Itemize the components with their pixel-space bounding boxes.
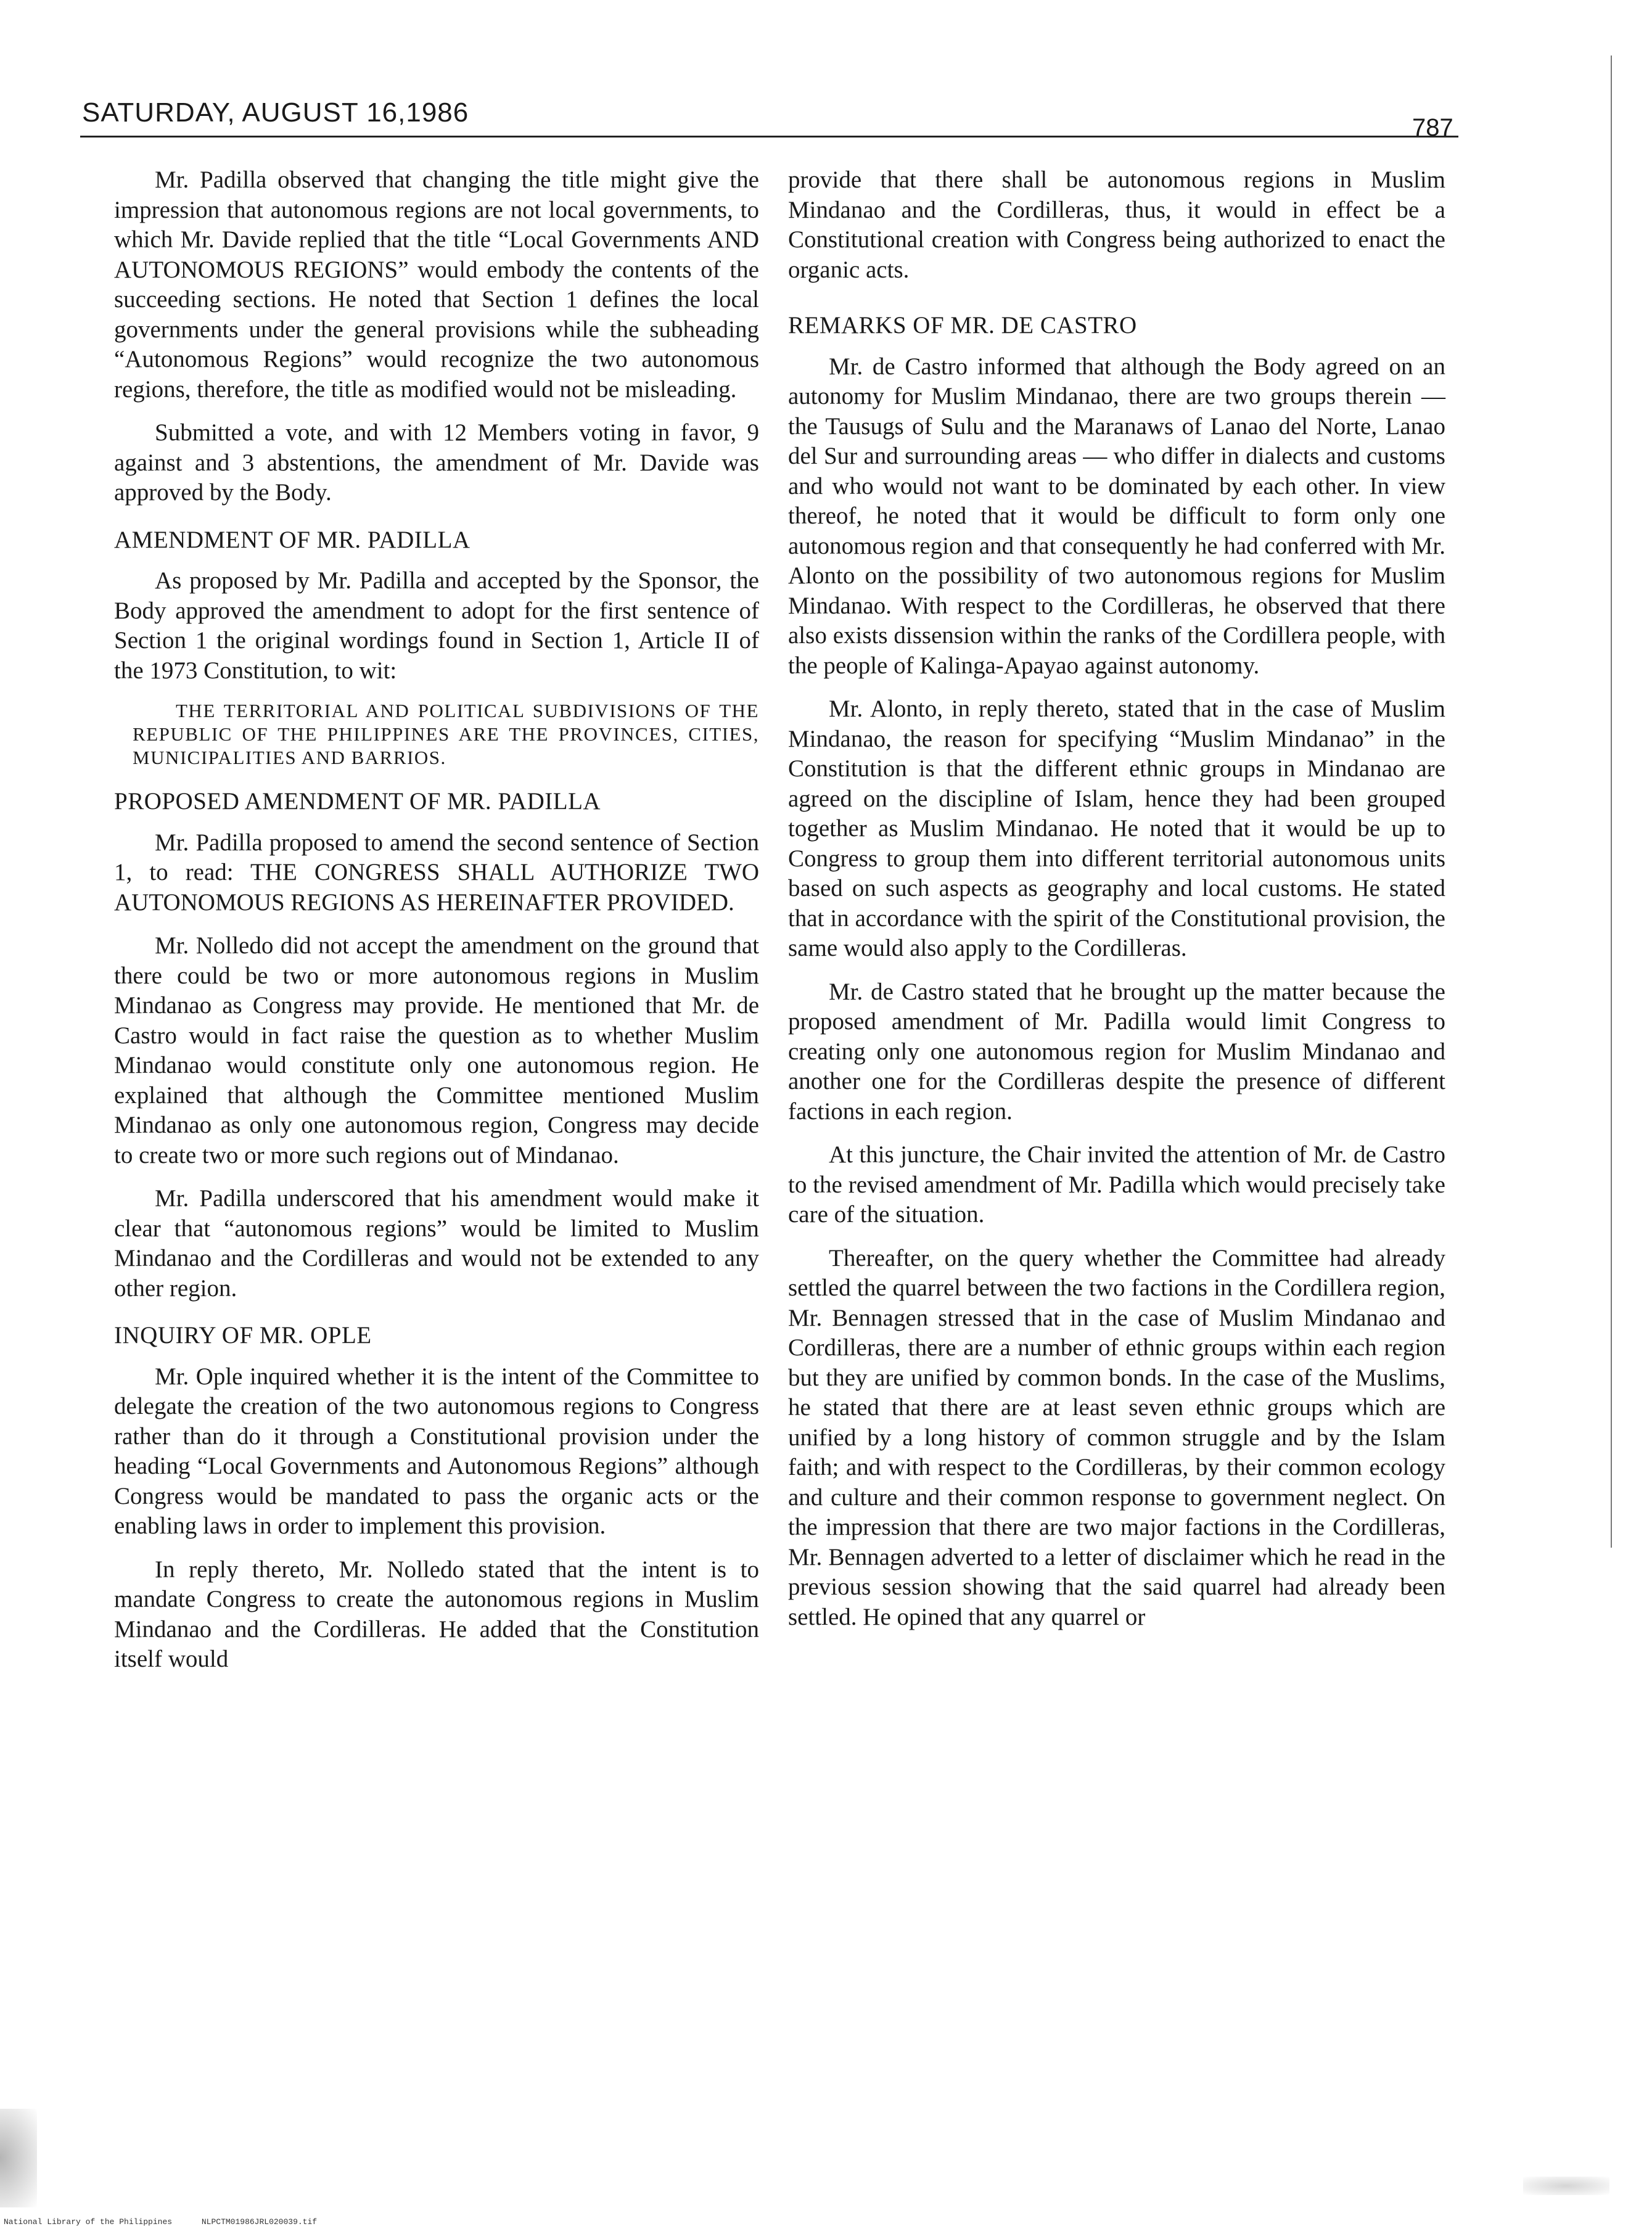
paragraph: Mr. Padilla underscored that his amendment would make it clear that “autonomous regions” would be limited to Muslim Mindanao and the Cordilleras and would not be extended to any other region. bbox=[114, 1185, 759, 1302]
section-heading: INQUIRY OF MR. OPLE bbox=[114, 1322, 372, 1348]
paragraph: Mr. de Castro stated that he brought up the matter because the proposed amendment of Mr. Padilla would limit Congress to creating only one autonomous region for Muslim Mindanao and another one for the Cordilleras despite the presence of different factions in each region. bbox=[788, 978, 1445, 1125]
paragraph: At this juncture, the Chair invited the attention of Mr. de Castro to the revised amendment of Mr. Padilla which would precisely take care of the situation. bbox=[788, 1141, 1445, 1228]
paragraph: In reply thereto, Mr. Nolledo stated that the intent is to mandate Congress to create the autonomous regions in Muslim Mindanao and the Cordilleras. He added that the Constitution itself would bbox=[114, 1556, 759, 1672]
scan-smudge bbox=[1523, 2177, 1609, 2195]
section-heading: AMENDMENT OF MR. PADILLA bbox=[114, 526, 471, 553]
paragraph: Mr. Ople inquired whether it is the intent of the Committee to delegate the creation of the two autonomous regions to Congress rather than do it through a Constitutional provision under the heading “Local Governments and Autonomous Regions” although Congress would be mandated to pass the organic acts or the enabling laws in order to implement this provision. bbox=[114, 1363, 759, 1539]
running-head-date: SATURDAY, AUGUST 16,1986 bbox=[82, 97, 469, 128]
scan-smudge bbox=[0, 2109, 37, 2207]
page-number: 787 bbox=[1412, 114, 1453, 141]
paragraph: Mr. Alonto, in reply thereto, stated that in the case of Muslim Mindanao, the reason for specifying “Muslim Mindanao” in the Constitution is that the different ethnic groups in Mindanao are agreed on the discipline of Islam, hence they had been grouped together as Muslim Mindanao. He noted that it would be up to Congress to group them into different territorial autonomous units based on such aspects as geography and local customs. He stated that in accordance with the spirit of the Constitutional provision, the same would also apply to the Cordilleras. bbox=[788, 696, 1445, 961]
section-heading: REMARKS OF MR. DE CASTRO bbox=[788, 312, 1137, 339]
paragraph: Mr. Padilla proposed to amend the second sentence of Section 1, to read: THE CONGRESS SHALL AUTHORIZE TWO AUTONOMOUS REGIONS AS HEREINAFTER PROVIDED. bbox=[114, 829, 759, 916]
paragraph: Submitted a vote, and with 12 Members voting in favor, 9 against and 3 abstentions, the amendment of Mr. Davide was approved by the Body. bbox=[114, 419, 759, 506]
scan-edge-line bbox=[1611, 55, 1612, 1548]
quoted-text: THE TERRITORIAL AND POLITICAL SUBDIVISIONS OF THE REPUBLIC OF THE PHILIPPINES ARE THE PROVINCES, CITIES, MUNICIPALITIES AND BARRIOS. bbox=[133, 700, 759, 768]
section-heading: PROPOSED AMENDMENT OF MR. PADILLA bbox=[114, 788, 601, 815]
paragraph: Mr. Nolledo did not accept the amendment on the ground that there could be two or more autonomous regions in Muslim Mindanao as Congress may provide. He mentioned that Mr. de Castro would in fact raise the question as to whether Muslim Mindanao would constitute only one autonomous region. He explained that although the Committee mentioned Muslim Mindanao as only one autonomous region, Congress may decide to create two or more such regions out of Mindanao. bbox=[114, 932, 759, 1168]
footer-filename: NLPCTM01986JRL020039.tif bbox=[201, 2217, 318, 2227]
paragraph: Mr. Padilla observed that changing the title might give the impression that autonomous regions are not local governments, to which Mr. Davide replied that the title “Local Governments AND AUTONOMOUS REGIONS” would embody the contents of the succeeding sections. He noted that Section 1 defines the local governments under the general provisions while the subheading “Autonomous Regions” would recognize the two autonomous regions, therefore, the title as modified would not be misleading. bbox=[114, 166, 759, 403]
paragraph-continued: provide that there shall be autonomous regions in Muslim Mindanao and the Cordilleras, thus, it would in effect be a Constitutional creation with Congress being authorized to enact the organic acts. bbox=[788, 166, 1445, 283]
header-rule bbox=[80, 136, 1458, 138]
paragraph: Mr. de Castro informed that although the Body agreed on an autonomy for Muslim Mindanao, there are two groups therein — the Tausugs of Sulu and the Maranaws of Lanao del Norte, Lanao del Sur and surrounding areas — who differ in dialects and customs and who would not want to be dominated by each other. In view thereof, he noted that it would be difficult to form only one autonomous region and that consequently he had conferred with Mr. Alonto on the possibility of two autonomous regions for Muslim Mindanao. With respect to the Cordilleras, he observed that there also exists dissension within the ranks of the Cordillera people, with the people of Kalinga-Apayao against autonomy. bbox=[788, 353, 1445, 679]
paragraph: As proposed by Mr. Padilla and accepted by the Sponsor, the Body approved the amendment to adopt for the first sentence of Section 1 the original wordings found in Section 1, Article II of the 1973 Constitution, to wit: bbox=[114, 567, 759, 684]
footer-library: National Library of the Philippines bbox=[4, 2217, 173, 2227]
scan-footer bbox=[4, 2217, 342, 2227]
right-column bbox=[788, 165, 1445, 1646]
left-column bbox=[114, 165, 759, 1688]
paragraph: Thereafter, on the query whether the Committee had already settled the quarrel between the two factions in the Cordillera region, Mr. Bennagen stressed that in the case of Muslim Mindanao and Cordilleras, there are a number of ethnic groups within each region but they are unified by common bonds. In the case of the Muslims, he stated that there are at least seven ethnic groups which are unified by a long history of common struggle and by the Islam faith; and with respect to the Cordilleras, by their common ecology and culture and their common response to government neglect. On the impression that there are two major factions in the Cordilleras, Mr. Bennagen adverted to a letter of disclaimer which he read in the previous session showing that the said quarrel had already been settled. He opined that any quarrel or bbox=[788, 1244, 1445, 1630]
